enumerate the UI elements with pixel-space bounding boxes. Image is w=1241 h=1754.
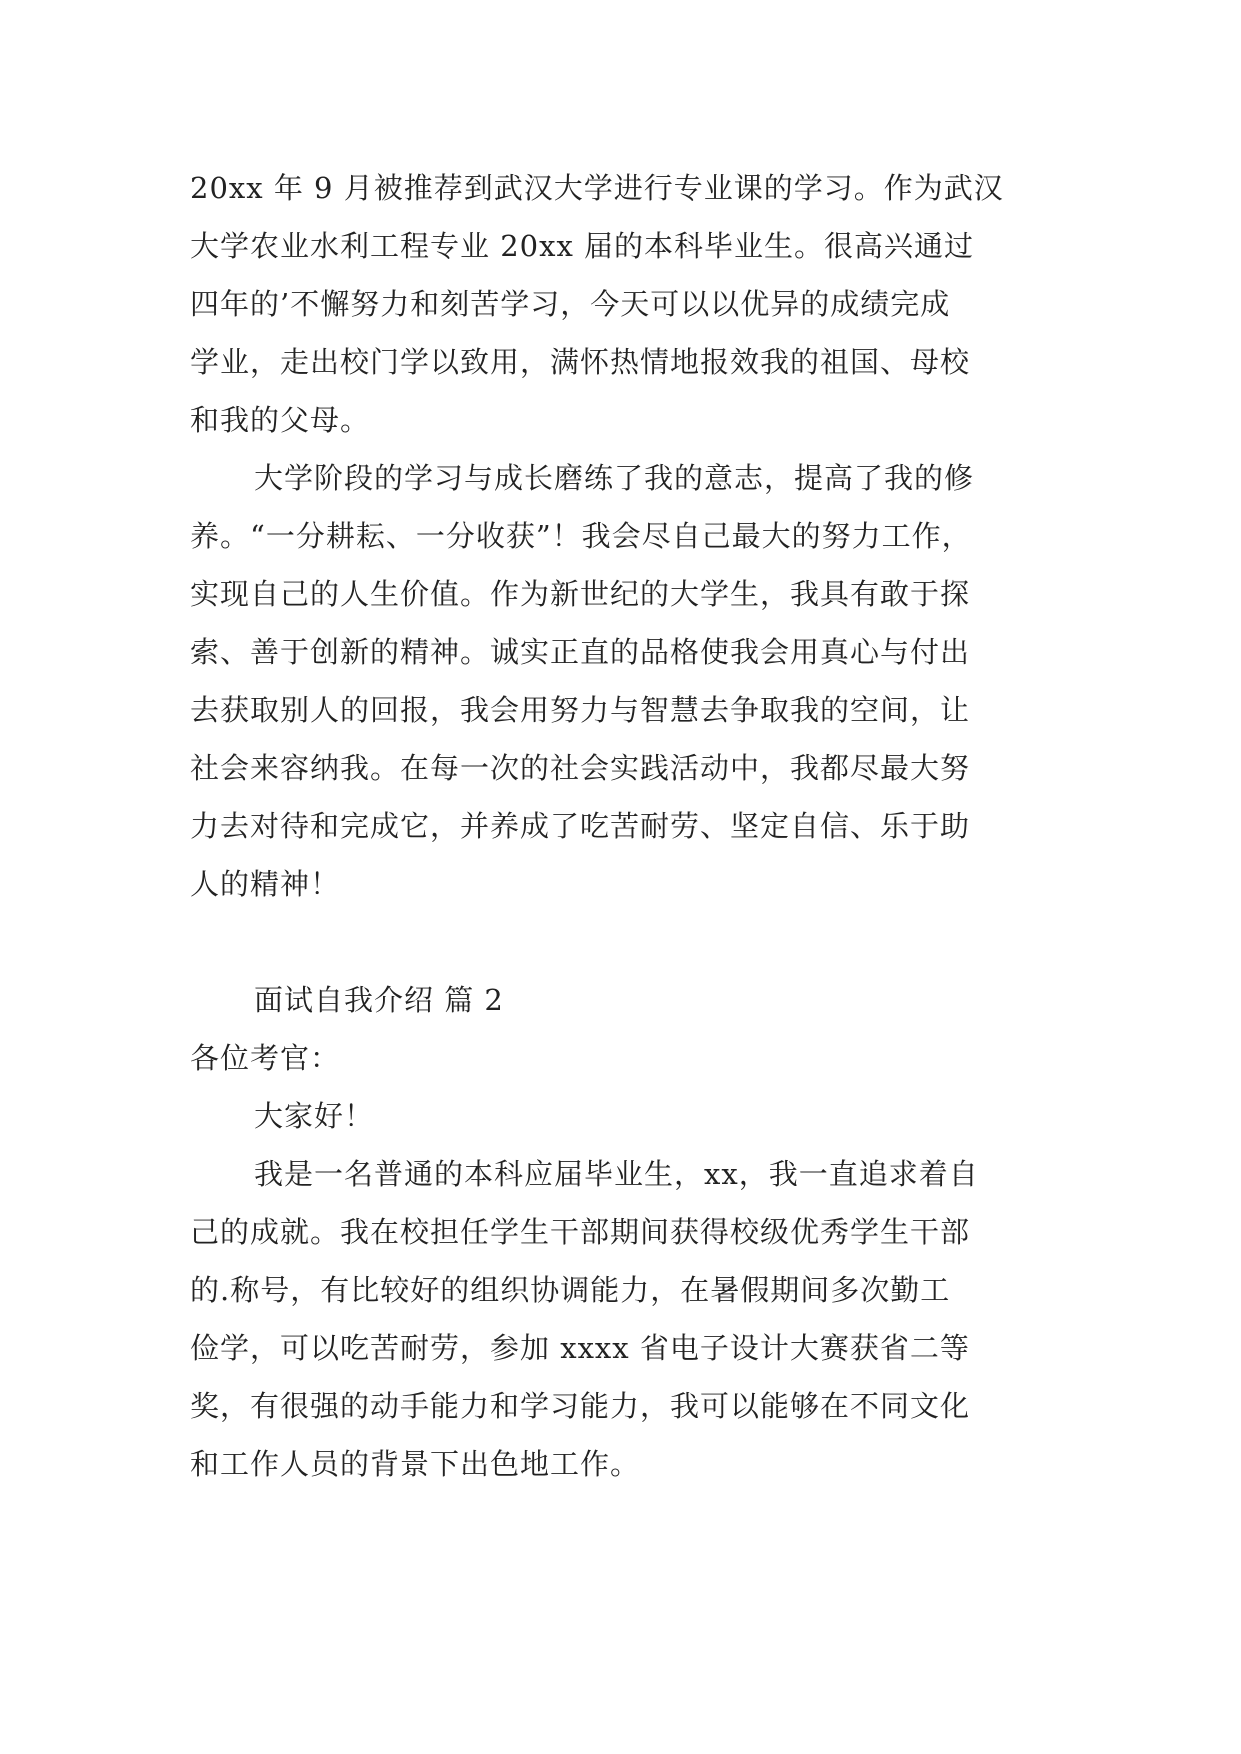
greeting: 大家好！ [254, 1099, 375, 1133]
paragraph-2-line-1: 大学阶段的学习与成长磨练了我的意志，提高了我的修 [254, 461, 975, 495]
paragraph-1-line-2: 大学农业水利工程专业 20xx 届的本科毕业生。很高兴通过 [190, 229, 975, 263]
paragraph-2-line-3: 实现自己的人生价值。作为新世纪的大学生，我具有敢于探 [190, 577, 971, 611]
salutation: 各位考官： [190, 1041, 341, 1075]
paragraph-2-line-8: 人的精神！ [190, 867, 341, 901]
paragraph-1-line-3: 四年的’不懈努力和刻苦学习，今天可以以优异的成绩完成 [190, 287, 951, 321]
paragraph-2-line-5: 去获取别人的回报，我会用努力与智慧去争取我的空间，让 [190, 693, 971, 727]
paragraph-1-line-4: 学业，走出校门学以致用，满怀热情地报效我的祖国、母校 [190, 345, 971, 379]
paragraph-3-line-4: 俭学，可以吃苦耐劳，参加 xxxx 省电子设计大赛获省二等 [190, 1331, 970, 1365]
paragraph-1-line-1: 20xx 年 9 月被推荐到武汉大学进行专业课的学习。作为武汉 [190, 171, 1004, 205]
paragraph-2-line-4: 索、善于创新的精神。诚实正直的品格使我会用真心与付出 [190, 635, 971, 669]
paragraph-2-line-7: 力去对待和完成它，并养成了吃苦耐劳、坚定自信、乐于助 [190, 809, 971, 843]
paragraph-3-line-5: 奖，有很强的动手能力和学习能力，我可以能够在不同文化 [190, 1389, 971, 1423]
paragraph-3-line-1: 我是一名普通的本科应届毕业生，xx，我一直追求着自 [254, 1157, 979, 1191]
paragraph-3-line-2: 己的成就。我在校担任学生干部期间获得校级优秀学生干部 [190, 1215, 971, 1249]
section-title: 面试自我介绍 篇 2 [254, 983, 504, 1017]
paragraph-3-line-6: 和工作人员的背景下出色地工作。 [190, 1447, 641, 1481]
paragraph-1-line-5: 和我的父母。 [190, 403, 371, 437]
paragraph-2-line-6: 社会来容纳我。在每一次的社会实践活动中，我都尽最大努 [190, 751, 971, 785]
paragraph-2-line-2: 养。“一分耕耘、一分收获”！我会尽自己最大的努力工作， [190, 519, 972, 553]
paragraph-3-line-3: 的.称号，有比较好的组织协调能力，在暑假期间多次勤工 [190, 1273, 951, 1307]
